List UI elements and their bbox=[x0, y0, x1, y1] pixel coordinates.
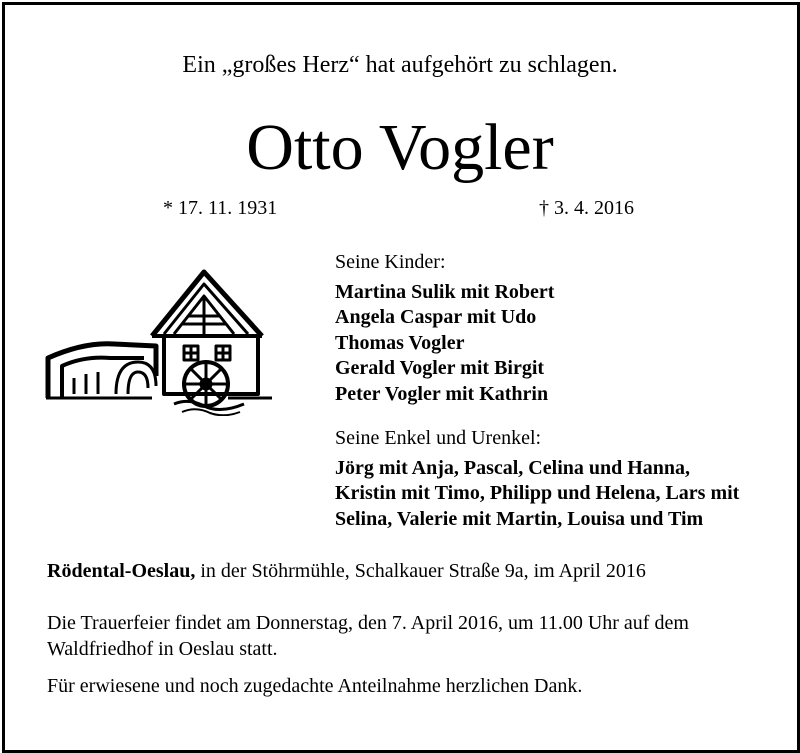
child-name: Peter Vogler mit Kathrin bbox=[335, 382, 549, 405]
children-label: Seine Kinder: bbox=[335, 251, 446, 273]
grandchildren-line: Kristin mit Timo, Philipp und Helena, Lars mit bbox=[335, 482, 740, 504]
child-name: Angela Caspar mit Udo bbox=[335, 306, 537, 328]
child-name: Thomas Vogler bbox=[335, 331, 465, 354]
thanks-line: Für erwiesene und noch zugedachte Anteilnahme herzlichen Dank. bbox=[47, 675, 583, 697]
place-date-line bbox=[47, 560, 646, 583]
watermill-icon bbox=[44, 266, 274, 416]
grandchildren-label: Seine Enkel und Urenkel: bbox=[335, 427, 542, 449]
grandchildren-list bbox=[335, 426, 739, 532]
motto-line: Ein „großes Herz“ hat aufgehört zu schlagen. bbox=[182, 52, 618, 78]
death-date: † 3. 4. 2016 bbox=[539, 197, 634, 219]
birth-date: * 17. 11. 1931 bbox=[163, 197, 278, 219]
deceased-name: Otto Vogler bbox=[246, 111, 554, 184]
child-name: Martina Sulik mit Robert bbox=[335, 280, 555, 303]
children-list bbox=[335, 250, 554, 407]
child-name: Gerald Vogler mit Birgit bbox=[335, 357, 545, 379]
grandchildren-line: Jörg mit Anja, Pascal, Celina und Hanna, bbox=[335, 456, 691, 479]
place-town: Rödental-Oeslau, bbox=[47, 560, 196, 582]
place-details: in der Stöhrmühle, Schalkauer Straße 9a, im April 2016 bbox=[195, 560, 646, 582]
grandchildren-line: Selina, Valerie mit Martin, Louisa und Tim bbox=[335, 507, 704, 530]
funeral-service-text: Die Trauerfeier findet am Donnerstag, den 7. April 2016, um 11.00 Uhr auf dem Waldfriedhof in Oeslau statt. bbox=[47, 612, 689, 660]
